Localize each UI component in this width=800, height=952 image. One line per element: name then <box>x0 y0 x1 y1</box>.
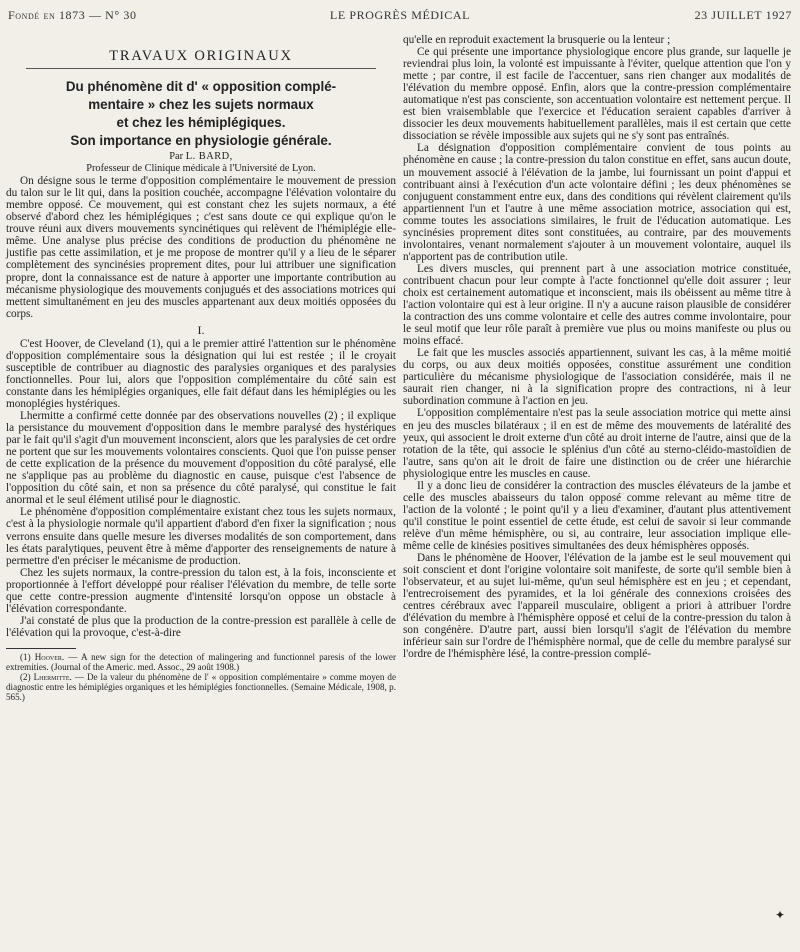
title-line: Du phénomène dit d' « opposition complé- <box>65 79 337 95</box>
paragraph: Chez les sujets normaux, la contre-pression du talon est, à la fois, inconsciente et proportionnée à l'effort développé pour réaliser l'élévation du membre, de telle sorte que cette contre-pression augmente d'intensité lorsqu'on oppose un obstacle à l'élévation correspondante. <box>6 566 396 615</box>
paragraph: Les divers muscles, qui prennent part à une association motrice constituée, contribuent chacun pour leur compte à l'acte fonctionnel qu'elle doit assurer ; leur choix est certainement automatique et inconscient, mais ils obéissent au même titre à l'action volontaire qui est à leur origine. Il n'y a aucune raison plausible de considérer la contraction des uns comme volontaire et celle des autres comme involontaire, pour le seul motif que leur rôle paraît à première vue plus ou moins manifeste ou plus ou moins effacé. <box>403 262 791 348</box>
article-title <box>6 79 396 149</box>
footnote-rule <box>6 648 76 649</box>
paragraph: Il y a donc lieu de considérer la contraction des muscles élévateurs de la jambe et celle des muscles abaisseurs du talon opposé comme relevant au même titre de l'action de la volonté ; le point qu'il y a lieu d'examiner, d'autant plus attentivement qu'il constitue le point essentiel de cette étude, est celui de savoir si leur commande relève d'un même hémisphère, ou si, au contraire, leur association implique elle-même celle de kinésies positives simultanées des deux hémisphères opposés. <box>403 479 791 552</box>
journal-name: LE PROGRÈS MÉDICAL <box>329 8 471 22</box>
byline-prefix: Par <box>169 151 184 163</box>
footnote-author: Lhermitte. <box>33 671 72 682</box>
footnote: (2) Lhermitte. — De la valeur du phénomène de l' « opposition complémentaire » comme moyen de diagnostic entre les hémiplégies organiques et les hémiplégies fonctionnelles. (Semaine Médicale, 1908, p. 565.) <box>6 671 396 702</box>
right-column <box>403 34 791 660</box>
issue-date: 23 JUILLET 1927 <box>694 8 792 22</box>
paragraph: qu'elle en reproduit exactement la brusquerie ou la lenteur ; <box>403 34 671 46</box>
paragraph: Le phénomène d'opposition complémentaire existant chez tous les sujets normaux, c'est à la physiologie normale qu'il appartient d'abord d'en fixer la signification ; nous verrons ensuite dans quelle mesure les diverses modalités de son comportement, dans les états paralytiques, peuvent être à même d'apporter des renseignements de nature à permettre d'en préciser le mécanisme de production. <box>6 506 396 567</box>
author-name: L. BARD, <box>185 151 233 163</box>
paragraph: J'ai constaté de plus que la production de la contre-pression est parallèle à celle de l'élévation qui la provoque, c'est-à-dire <box>6 614 396 639</box>
title-line: Son importance en physiologie générale. <box>70 133 332 149</box>
end-ornament: ✦ <box>774 908 785 922</box>
paragraph: Le fait que les muscles associés appartiennent, suivant les cas, à la même moitié du corps, ou aux deux moitiés opposées, constitue assurément une condition particulière du mécanisme physiologique de l'association considérée, mais il ne saurait rien changer, ni à la signification propre des contractions, ni à leur subordination commune à l'action en jeu. <box>403 347 791 408</box>
footnote: (1) Hoover. — A new sign for the detection of malingering and functionnel paresis of the lower extremities. (Journal of the Americ. med. Assoc., 29 août 1908.) <box>6 651 396 672</box>
left-column <box>6 34 396 702</box>
paragraph: Dans le phénomène de Hoover, l'élévation de la jambe est le seul mouvement qui soit conscient et dont l'origine volontaire soit manifeste, de sorte qu'il semble bien à l'observateur, et au sujet lui-même, qu'un seul hémisphère est en jeu ; et cependant, l'entrecroisement des pyramides, et la loi générale des connexions croisées des centres cérébraux avec l'appareil musculaire, obligent a priori à attribuer l'ordre d'élévation du membre à l'hémisphère opposé et celui de la contre-pression du talon à son congénère. D'autre part, aussi bien lorsqu'il s'agit de l'élévation du membre inférieur sain sur l'ordre de l'hémisphère normal, que de celle du membre paralysé sur l'ordre de l'hémisphère lésé, la contre-pression complé- <box>403 552 791 661</box>
paragraph: L'opposition complémentaire n'est pas la seule association motrice qui mette ainsi en jeu des muscles bilatéraux ; il en est de même des mouvements de latéralité des yeux, qui associent le droit externe d'un côté au droit interne de l'autre, ainsi que de la rotation de la tête, qui associe le splénius d'un côté au sterno-cléido-mastoïdien de l'autre, sans qu'on ait le droit de faire une distinction ou de créer une hiérarchie physiologique entre les muscles en cause. <box>403 407 791 480</box>
running-head <box>8 8 792 24</box>
section-numeral: I. <box>197 322 205 337</box>
paragraph: Lhermitte a confirmé cette donnée par des observations nouvelles (2) ; il explique la persistance du mouvement d'opposition dans le membre paralysé des hystériques par le fait qu'il s'agit d'un mouvement inconscient, alors que les paralysies de cet ordre ne portent que sur les mouvements volontaires conscients. Quoi que l'on puisse penser de cette explication de la présence du mouvement d'opposition du côté paralysé, elle ne s'applique pas au problème du diagnostic en cause, puisque c'est l'absence de l'opposition du côté sain, et non sa présence du côté paralysé, qui constitue le fait anormal et le seul élément utilisé pour le diagnostic. <box>6 410 396 507</box>
intro-paragraph: On désigne sous le terme d'opposition complémentaire le mouvement de pression du talon sur le lit qui, dans la position couchée, accompagne l'élévation volontaire du membre opposé. Ce mouvement, qui est constant chez les sujets normaux, a été observé d'abord chez les hémiplégiques ; c'est sans doute ce qui explique qu'on le trouve réuni aux divers mouvements syncinétiques qui relèvent de l'hémiplégie elle-même. Une analyse plus précise des conditions de production du phénomène ne justifie pas cette assimilation, et je me propose de montrer qu'il y a lieu de le séparer complètement des syncinésies proprement dites, pour lui attribuer une signification propre, dont la connaissance est de nature à apporter une importante contribution au mécanisme physiologique des mouvements conjugués et des associations motrices qui mettent simultanément en jeu des muscles appartenant aux deux moitiés opposées du corps. <box>6 175 396 320</box>
footnote-text: — De la valeur du phénomène de l' « opposition complémentaire » comme moyen de diagnostic entre les hémiplégies organiques et les hémiplégies fonctionnelles. (Semaine Médicale, 1908, p. 565.) <box>6 671 396 702</box>
paragraph: La désignation d'opposition complémentaire convient de tous points au phénomène en cause ; la contre-pression du talon constitue en effet, sans aucun doute, un mouvement associé à l'élévation de la jambe, lui fournissant un point d'appui et contribuant ainsi à l'exécution d'un acte volontaire défini ; les deux phénomènes se conjuguent constamment entre eux, dans des conditions qui révèlent clairement qu'ils appartiennent l'un et l'autre à une même association motrice, association qui est, comme toutes les associations similaires, le fruit de l'éducation automatique. Les syncinésies proprement dites sont constituées, au contraire, par des mouvements involontaires, venant normalement s'ajouter à un mouvement volontaire, auquel ils n'apportent pas de contribution utile. <box>403 142 791 263</box>
author-affiliation: Professeur de Clinique médicale à l'Université de Lyon. <box>86 163 316 175</box>
title-line: mentaire » chez les sujets normaux <box>88 97 314 113</box>
footnote-text: — A new sign for the detection of malingering and functionnel paresis of the lower extremities. (Journal of the Americ. med. Assoc., 29 août 1908.) <box>6 651 396 672</box>
issue-label: Fondé en 1873 — N° 30 <box>8 8 137 22</box>
paragraph: C'est Hoover, de Cleveland (1), qui a le premier attiré l'attention sur le phénomène d'opposition complémentaire sous la désignation qui lui est restée ; il le croyait susceptible de contribuer au diagnostic des paralysies organiques et des paralysies fonctionnelles. Pour lui, alors que l'opposition complémentaire du côté sain est constante dans les hémiplégies organiques, elle fait défaut dans les hémiplégies ou les monoplégies hystériques. <box>6 337 396 410</box>
title-line: et chez les hémiplégiques. <box>116 115 286 131</box>
paragraph: Ce qui présente une importance physiologique encore plus grande, sur laquelle je reviendrai plus loin, la volonté est impuissante à l'éviter, quelque attention que l'on y mette ; par contre, il est facile de l'accentuer, sans rien changer aux modalités de l'élévation du membre opposé. Enfin, alors que la contre-pression complémentaire automatique n'est pas consciente, son accentuation volontaire est nettement perçue. Il est bien vraisemblable que l'exercice et l'éducation seraient capables d'arriver à dissocier les deux mouvements habituellement parallèles, mais il est certain que cette dissociation se révèle impossible aux sujets qui ne s'y sont pas entraînés. <box>403 46 791 143</box>
section-heading: TRAVAUX ORIGINAUX <box>26 34 376 69</box>
footnote-author: Hoover. <box>34 651 65 662</box>
byline <box>6 151 396 163</box>
